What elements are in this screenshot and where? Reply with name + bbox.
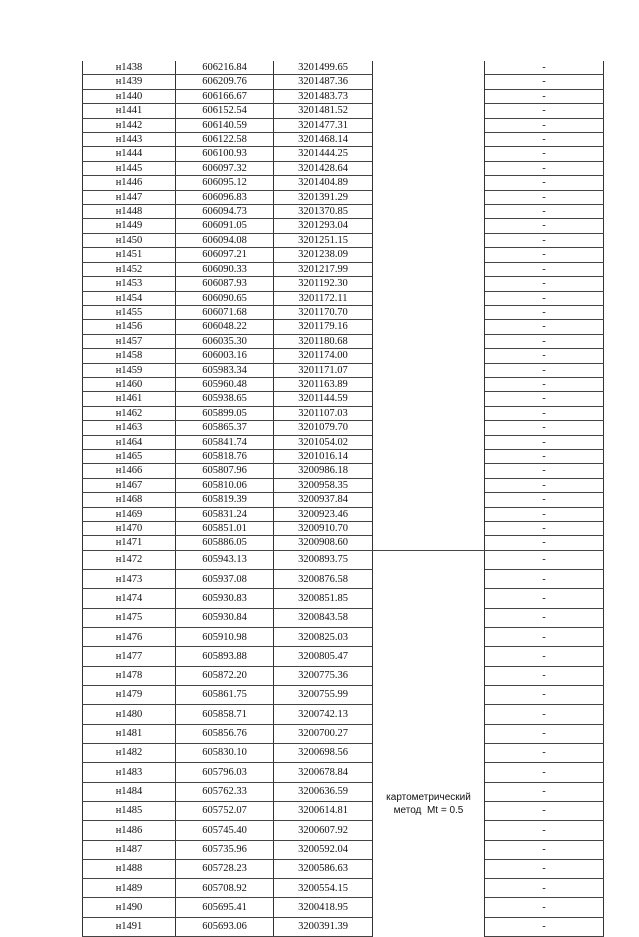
point-name-cell: н1465: [83, 449, 176, 463]
x-coordinate-cell: 605983.34: [176, 363, 274, 377]
x-coordinate-cell: 606216.84: [176, 61, 274, 75]
point-name-cell: н1454: [83, 291, 176, 305]
point-name-cell: н1470: [83, 522, 176, 536]
table-row: [83, 219, 604, 233]
x-coordinate-cell: 606071.68: [176, 305, 274, 319]
x-coordinate-cell: 605818.76: [176, 449, 274, 463]
table-row: [83, 478, 604, 492]
x-coordinate-cell: 606048.22: [176, 320, 274, 334]
y-coordinate-cell: 3201192.30: [274, 277, 373, 291]
x-coordinate-cell: 605831.24: [176, 507, 274, 521]
x-coordinate-cell: 606097.32: [176, 161, 274, 175]
mark-cell: -: [485, 392, 604, 406]
x-coordinate-cell: 605960.48: [176, 377, 274, 391]
mark-cell: -: [485, 724, 604, 743]
point-name-cell: н1464: [83, 435, 176, 449]
table-row: [83, 493, 604, 507]
x-coordinate-cell: 606096.83: [176, 190, 274, 204]
mark-cell: -: [485, 821, 604, 840]
x-coordinate-cell: 606095.12: [176, 176, 274, 190]
point-name-cell: н1451: [83, 248, 176, 262]
x-coordinate-cell: 606087.93: [176, 277, 274, 291]
point-name-cell: н1487: [83, 840, 176, 859]
x-coordinate-cell: 605728.23: [176, 859, 274, 878]
table-row: [83, 705, 604, 724]
table-row: [83, 377, 604, 391]
point-name-cell: н1456: [83, 320, 176, 334]
table-row: [83, 435, 604, 449]
y-coordinate-cell: 3200586.63: [274, 859, 373, 878]
point-name-cell: н1476: [83, 628, 176, 647]
mark-cell: -: [485, 536, 604, 550]
point-name-cell: н1467: [83, 478, 176, 492]
point-name-cell: н1459: [83, 363, 176, 377]
mark-cell: -: [485, 507, 604, 521]
y-coordinate-cell: 3201163.89: [274, 377, 373, 391]
table-row: [83, 686, 604, 705]
x-coordinate-cell: 606100.93: [176, 147, 274, 161]
mark-cell: -: [485, 879, 604, 898]
x-coordinate-cell: 605693.06: [176, 917, 274, 937]
y-coordinate-cell: 3200418.95: [274, 898, 373, 917]
x-coordinate-cell: 605893.88: [176, 647, 274, 666]
table-row: [83, 464, 604, 478]
method-name: картометрический: [386, 791, 471, 803]
y-coordinate-cell: 3201054.02: [274, 435, 373, 449]
y-coordinate-cell: 3201391.29: [274, 190, 373, 204]
table-row: [83, 449, 604, 463]
y-coordinate-cell: 3201499.65: [274, 61, 373, 75]
x-coordinate-cell: 605807.96: [176, 464, 274, 478]
y-coordinate-cell: 3201481.52: [274, 104, 373, 118]
y-coordinate-cell: 3201238.09: [274, 248, 373, 262]
mark-cell: -: [485, 917, 604, 937]
table-row: [83, 176, 604, 190]
mark-cell: -: [485, 743, 604, 762]
y-coordinate-cell: 3201172.11: [274, 291, 373, 305]
y-coordinate-cell: 3200554.15: [274, 879, 373, 898]
y-coordinate-cell: 3200851.85: [274, 589, 373, 608]
table-row: [83, 536, 604, 550]
x-coordinate-cell: 606035.30: [176, 334, 274, 348]
x-coordinate-cell: 605930.83: [176, 589, 274, 608]
y-coordinate-cell: 3201170.70: [274, 305, 373, 319]
point-name-cell: н1439: [83, 75, 176, 89]
table-row: [83, 190, 604, 204]
point-name-cell: н1457: [83, 334, 176, 348]
table-row: [83, 522, 604, 536]
x-coordinate-cell: 605886.05: [176, 536, 274, 550]
x-coordinate-cell: 606166.67: [176, 89, 274, 103]
point-name-cell: н1490: [83, 898, 176, 917]
point-name-cell: н1449: [83, 219, 176, 233]
x-coordinate-cell: 606140.59: [176, 118, 274, 132]
point-name-cell: н1484: [83, 782, 176, 801]
x-coordinate-cell: 606152.54: [176, 104, 274, 118]
table-row: [83, 550, 604, 569]
y-coordinate-cell: 3201174.00: [274, 349, 373, 363]
x-coordinate-cell: 605752.07: [176, 801, 274, 820]
x-coordinate-cell: 605943.13: [176, 550, 274, 569]
mark-cell: -: [485, 147, 604, 161]
mark-cell: -: [485, 75, 604, 89]
table-row: [83, 421, 604, 435]
y-coordinate-cell: 3200958.35: [274, 478, 373, 492]
table-row: [83, 859, 604, 878]
mark-cell: -: [485, 705, 604, 724]
point-name-cell: н1480: [83, 705, 176, 724]
y-coordinate-cell: 3200742.13: [274, 705, 373, 724]
mark-cell: -: [485, 840, 604, 859]
mark-cell: -: [485, 493, 604, 507]
point-name-cell: н1473: [83, 570, 176, 589]
table-row: [83, 898, 604, 917]
x-coordinate-cell: 606122.58: [176, 133, 274, 147]
point-name-cell: н1466: [83, 464, 176, 478]
method-accuracy: метод Mt = 0.5: [393, 804, 464, 816]
y-coordinate-cell: 3201483.73: [274, 89, 373, 103]
x-coordinate-cell: 605910.98: [176, 628, 274, 647]
y-coordinate-cell: 3200607.92: [274, 821, 373, 840]
mark-cell: -: [485, 277, 604, 291]
point-name-cell: н1458: [83, 349, 176, 363]
table-row: [83, 334, 604, 348]
point-name-cell: н1481: [83, 724, 176, 743]
y-coordinate-cell: 3200986.18: [274, 464, 373, 478]
table-row: [83, 147, 604, 161]
table-row: [83, 392, 604, 406]
y-coordinate-cell: 3201293.04: [274, 219, 373, 233]
mark-cell: -: [485, 291, 604, 305]
mark-cell: -: [485, 898, 604, 917]
mark-cell: -: [485, 570, 604, 589]
mark-cell: -: [485, 608, 604, 627]
x-coordinate-cell: 605830.10: [176, 743, 274, 762]
coordinates-table: [82, 61, 604, 937]
y-coordinate-cell: 3200908.60: [274, 536, 373, 550]
point-name-cell: н1469: [83, 507, 176, 521]
point-name-cell: н1491: [83, 917, 176, 937]
mark-cell: -: [485, 190, 604, 204]
x-coordinate-cell: 605745.40: [176, 821, 274, 840]
table-row: [83, 89, 604, 103]
table-row: [83, 104, 604, 118]
mark-cell: -: [485, 118, 604, 132]
y-coordinate-cell: 3200923.46: [274, 507, 373, 521]
mark-cell: -: [485, 305, 604, 319]
table-row: [83, 133, 604, 147]
y-coordinate-cell: 3201217.99: [274, 262, 373, 276]
table-row: [83, 647, 604, 666]
y-coordinate-cell: 3200893.75: [274, 550, 373, 569]
x-coordinate-cell: 605851.01: [176, 522, 274, 536]
point-name-cell: н1468: [83, 493, 176, 507]
x-coordinate-cell: 606097.21: [176, 248, 274, 262]
x-coordinate-cell: 605865.37: [176, 421, 274, 435]
mark-cell: -: [485, 782, 604, 801]
mark-cell: -: [485, 647, 604, 666]
y-coordinate-cell: 3200614.81: [274, 801, 373, 820]
x-coordinate-cell: 606091.05: [176, 219, 274, 233]
table-row: [83, 763, 604, 782]
point-name-cell: н1489: [83, 879, 176, 898]
y-coordinate-cell: 3201251.15: [274, 233, 373, 247]
y-coordinate-cell: 3200698.56: [274, 743, 373, 762]
table-row: [83, 917, 604, 937]
coordinates-table-body: [83, 61, 604, 937]
mark-cell: -: [485, 449, 604, 463]
point-name-cell: н1483: [83, 763, 176, 782]
y-coordinate-cell: 3200876.58: [274, 570, 373, 589]
mark-cell: -: [485, 478, 604, 492]
point-name-cell: н1485: [83, 801, 176, 820]
y-coordinate-cell: 3201107.03: [274, 406, 373, 420]
point-name-cell: н1462: [83, 406, 176, 420]
x-coordinate-cell: 605937.08: [176, 570, 274, 589]
x-coordinate-cell: 606003.16: [176, 349, 274, 363]
y-coordinate-cell: 3200825.03: [274, 628, 373, 647]
point-name-cell: н1441: [83, 104, 176, 118]
x-coordinate-cell: 605861.75: [176, 686, 274, 705]
table-row: [83, 118, 604, 132]
mark-cell: -: [485, 176, 604, 190]
point-name-cell: н1444: [83, 147, 176, 161]
table-row: [83, 840, 604, 859]
y-coordinate-cell: 3201477.31: [274, 118, 373, 132]
point-name-cell: н1461: [83, 392, 176, 406]
mark-cell: -: [485, 334, 604, 348]
table-row: [83, 305, 604, 319]
x-coordinate-cell: 605938.65: [176, 392, 274, 406]
mark-cell: -: [485, 363, 604, 377]
x-coordinate-cell: 605856.76: [176, 724, 274, 743]
point-name-cell: н1463: [83, 421, 176, 435]
y-coordinate-cell: 3201180.68: [274, 334, 373, 348]
y-coordinate-cell: 3200843.58: [274, 608, 373, 627]
table-row: [83, 363, 604, 377]
y-coordinate-cell: 3201444.25: [274, 147, 373, 161]
method-cell-upper: [373, 61, 485, 550]
x-coordinate-cell: 605841.74: [176, 435, 274, 449]
table-row: [83, 248, 604, 262]
y-coordinate-cell: 3200636.59: [274, 782, 373, 801]
mark-cell: -: [485, 763, 604, 782]
table-row: [83, 262, 604, 276]
y-coordinate-cell: 3201404.89: [274, 176, 373, 190]
mark-cell: -: [485, 406, 604, 420]
point-name-cell: н1450: [83, 233, 176, 247]
mark-cell: -: [485, 233, 604, 247]
x-coordinate-cell: 606094.08: [176, 233, 274, 247]
point-name-cell: н1488: [83, 859, 176, 878]
y-coordinate-cell: 3201016.14: [274, 449, 373, 463]
y-coordinate-cell: 3200805.47: [274, 647, 373, 666]
mark-cell: -: [485, 349, 604, 363]
x-coordinate-cell: 605872.20: [176, 666, 274, 685]
table-row: [83, 507, 604, 521]
mark-cell: -: [485, 522, 604, 536]
y-coordinate-cell: 3201487.36: [274, 75, 373, 89]
table-row: [83, 570, 604, 589]
y-coordinate-cell: 3201370.85: [274, 205, 373, 219]
table-row: [83, 743, 604, 762]
table-row: [83, 233, 604, 247]
y-coordinate-cell: 3200700.27: [274, 724, 373, 743]
point-name-cell: н1478: [83, 666, 176, 685]
mark-cell: -: [485, 104, 604, 118]
table-row: [83, 608, 604, 627]
y-coordinate-cell: 3201171.07: [274, 363, 373, 377]
point-name-cell: н1453: [83, 277, 176, 291]
table-row: [83, 821, 604, 840]
mark-cell: -: [485, 589, 604, 608]
point-name-cell: н1448: [83, 205, 176, 219]
point-name-cell: н1475: [83, 608, 176, 627]
point-name-cell: н1486: [83, 821, 176, 840]
x-coordinate-cell: 606209.76: [176, 75, 274, 89]
point-name-cell: н1443: [83, 133, 176, 147]
point-name-cell: н1447: [83, 190, 176, 204]
mark-cell: -: [485, 628, 604, 647]
table-row: [83, 277, 604, 291]
table-row: [83, 320, 604, 334]
mark-cell: -: [485, 666, 604, 685]
mark-cell: -: [485, 377, 604, 391]
x-coordinate-cell: 605930.84: [176, 608, 274, 627]
table-row: [83, 61, 604, 75]
x-coordinate-cell: 605858.71: [176, 705, 274, 724]
point-name-cell: н1479: [83, 686, 176, 705]
mark-cell: -: [485, 205, 604, 219]
table-row: [83, 666, 604, 685]
x-coordinate-cell: 606090.65: [176, 291, 274, 305]
mark-cell: -: [485, 686, 604, 705]
mark-cell: -: [485, 133, 604, 147]
y-coordinate-cell: 3201428.64: [274, 161, 373, 175]
point-name-cell: н1472: [83, 550, 176, 569]
x-coordinate-cell: 605810.06: [176, 478, 274, 492]
x-coordinate-cell: 606090.33: [176, 262, 274, 276]
table-row: [83, 628, 604, 647]
mark-cell: -: [485, 464, 604, 478]
table-row: [83, 291, 604, 305]
mark-cell: -: [485, 219, 604, 233]
point-name-cell: н1477: [83, 647, 176, 666]
table-row: [83, 75, 604, 89]
point-name-cell: н1442: [83, 118, 176, 132]
mark-cell: -: [485, 89, 604, 103]
table-row: [83, 589, 604, 608]
y-coordinate-cell: 3200592.04: [274, 840, 373, 859]
point-name-cell: н1474: [83, 589, 176, 608]
mark-cell: -: [485, 859, 604, 878]
table-row: [83, 724, 604, 743]
y-coordinate-cell: 3201079.70: [274, 421, 373, 435]
table-row: [83, 406, 604, 420]
mark-cell: -: [485, 421, 604, 435]
mark-cell: -: [485, 801, 604, 820]
point-name-cell: н1440: [83, 89, 176, 103]
x-coordinate-cell: 605819.39: [176, 493, 274, 507]
y-coordinate-cell: 3200391.39: [274, 917, 373, 937]
mark-cell: -: [485, 248, 604, 262]
table-row: [83, 801, 604, 820]
y-coordinate-cell: 3200775.36: [274, 666, 373, 685]
y-coordinate-cell: 3200937.84: [274, 493, 373, 507]
table-row: [83, 205, 604, 219]
table-row: [83, 161, 604, 175]
x-coordinate-cell: 605796.03: [176, 763, 274, 782]
x-coordinate-cell: 605708.92: [176, 879, 274, 898]
mark-cell: -: [485, 320, 604, 334]
point-name-cell: н1445: [83, 161, 176, 175]
y-coordinate-cell: 3200678.84: [274, 763, 373, 782]
y-coordinate-cell: 3201468.14: [274, 133, 373, 147]
table-row: [83, 782, 604, 801]
x-coordinate-cell: 605762.33: [176, 782, 274, 801]
point-name-cell: н1452: [83, 262, 176, 276]
mark-cell: -: [485, 161, 604, 175]
mark-cell: -: [485, 550, 604, 569]
mark-cell: -: [485, 435, 604, 449]
x-coordinate-cell: 605899.05: [176, 406, 274, 420]
point-name-cell: н1455: [83, 305, 176, 319]
y-coordinate-cell: 3201144.59: [274, 392, 373, 406]
y-coordinate-cell: 3200910.70: [274, 522, 373, 536]
point-name-cell: н1438: [83, 61, 176, 75]
table-row: [83, 879, 604, 898]
point-name-cell: н1446: [83, 176, 176, 190]
y-coordinate-cell: 3200755.99: [274, 686, 373, 705]
mark-cell: -: [485, 262, 604, 276]
point-name-cell: н1471: [83, 536, 176, 550]
y-coordinate-cell: 3201179.16: [274, 320, 373, 334]
mark-cell: -: [485, 61, 604, 75]
x-coordinate-cell: 605735.96: [176, 840, 274, 859]
method-cell: [373, 550, 485, 937]
x-coordinate-cell: 605695.41: [176, 898, 274, 917]
table-row: [83, 349, 604, 363]
point-name-cell: н1482: [83, 743, 176, 762]
x-coordinate-cell: 606094.73: [176, 205, 274, 219]
point-name-cell: н1460: [83, 377, 176, 391]
